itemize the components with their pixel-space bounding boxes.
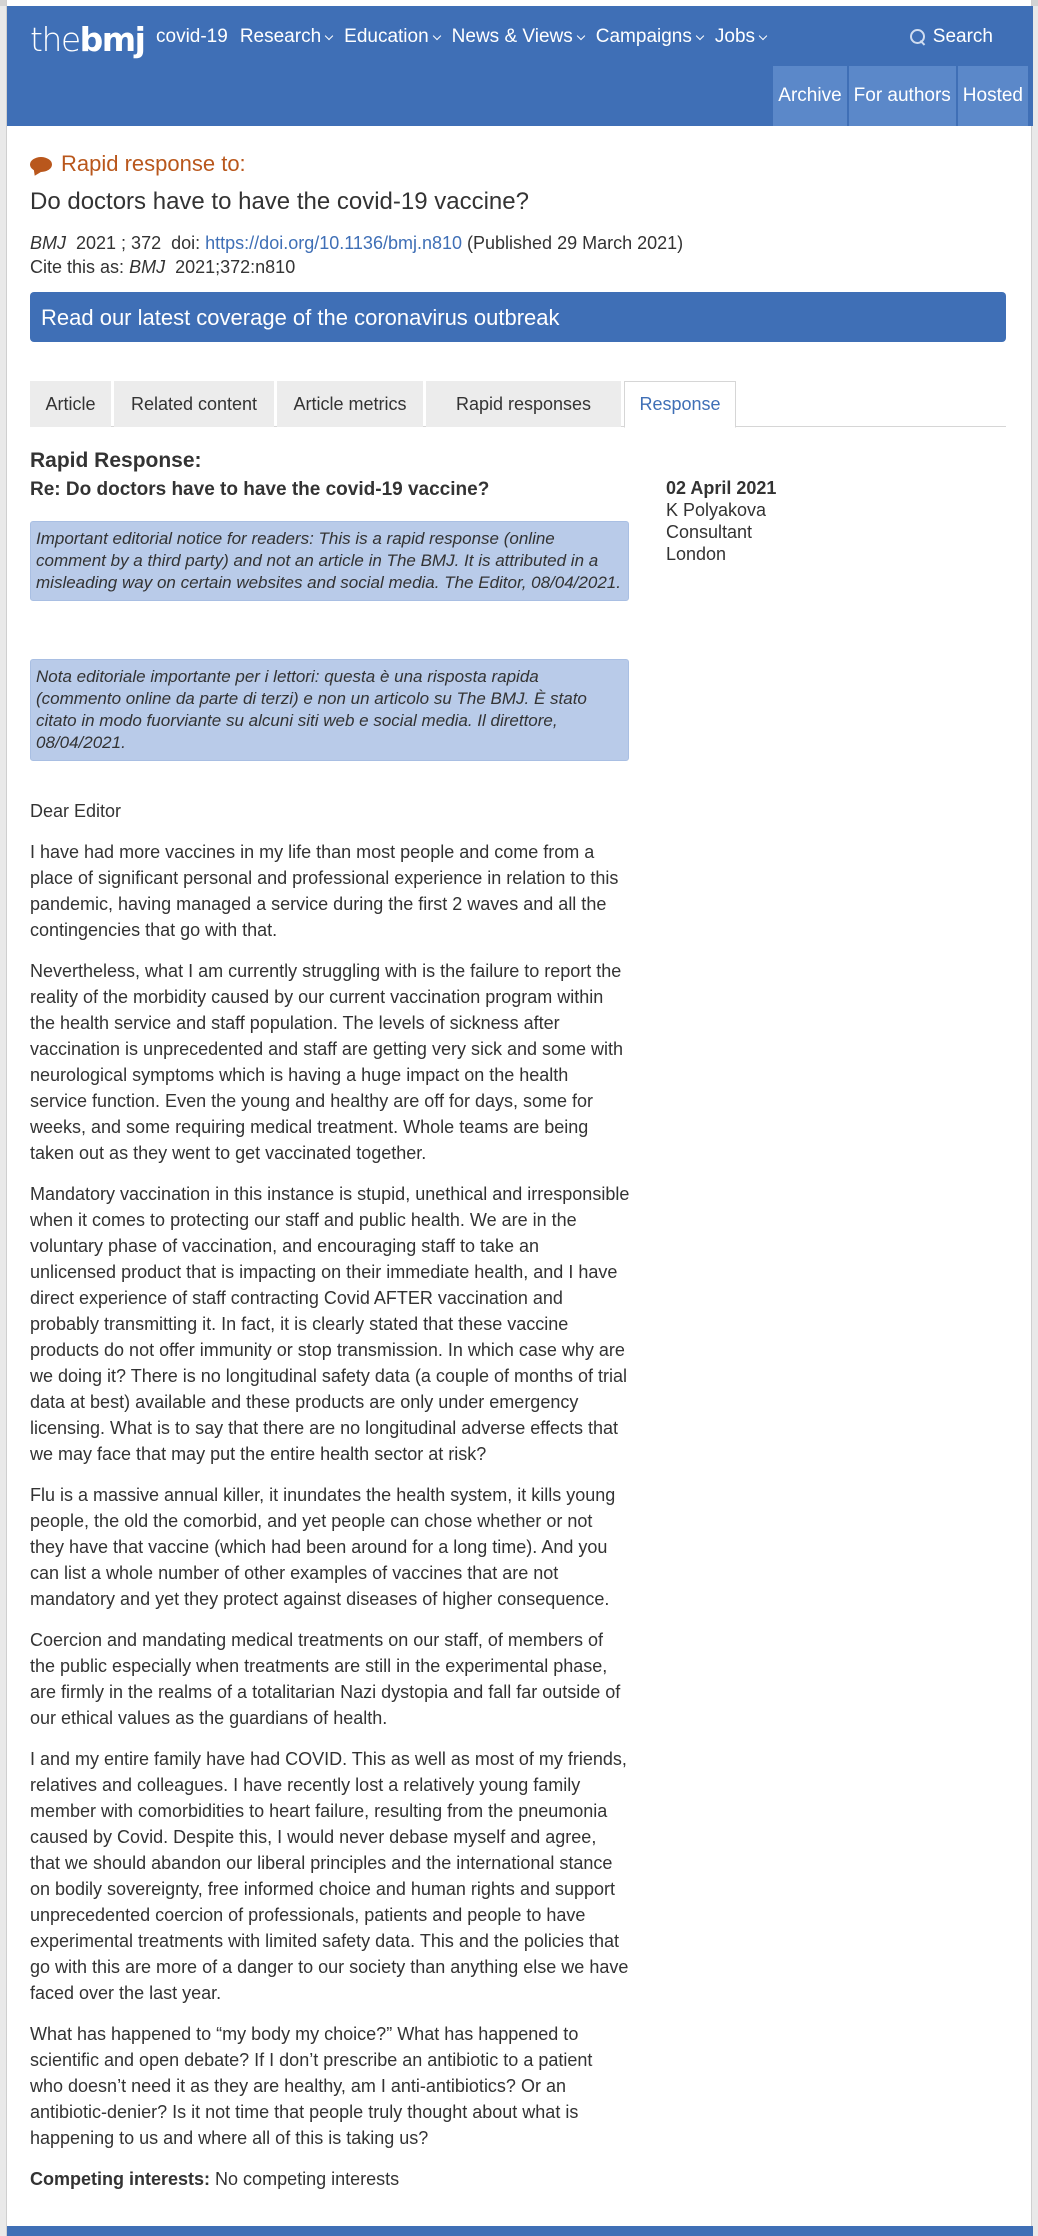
cite-reference: 2021;372:n810 [175, 257, 296, 277]
rapid-response-heading: Rapid Response: [30, 449, 202, 472]
subnav-archive[interactable]: Archive [773, 66, 846, 126]
cite-journal: BMJ [129, 257, 166, 277]
response-title: Re: Do doctors have to have the covid-19 vaccine? [30, 479, 490, 500]
chevron-down-icon [325, 31, 333, 39]
paragraph: I and my entire family have had COVID. This as well as most of my friends, relatives and colleagues. I have recently lost a relatively young family member with comorbidities to heart failure, resulting from the pneumonia caused by Covid. Despite this, I would never debase myself and agree, that we should abandon our liberal principles and the international stance on bodily sovereignty, free informed choice and human rights and support unprecedented coercion of professionals, patients and people to have experimental treatments with limited safety data. This and the policies that go with this are more of a danger to our society than anything else we have faced over the last year. [30, 1749, 629, 2003]
citation-line [30, 231, 683, 255]
search-label: Search [932, 26, 993, 47]
subnav-hosted[interactable]: Hosted [958, 66, 1028, 126]
site-header [7, 6, 1033, 126]
response-date: 02 April 2021 [666, 478, 777, 498]
coronavirus-coverage-banner[interactable]: Read our latest coverage of the coronavirus outbreak [30, 292, 1006, 342]
footer-bar [7, 2226, 1033, 2236]
paragraph: Flu is a massive annual killer, it inundates the health system, it kills young people, the old the comorbid, and yet people can chose whether or not they have that vaccine (which had been around for a long time). And you can list a whole number of other examples of vaccines that are not mandatory and yet they protect against diseases of higher consequence. [30, 1485, 616, 1609]
cite-label: Cite this as: [30, 257, 125, 277]
article-title: Do doctors have to have the covid-19 vaccine? [30, 188, 529, 215]
greeting: Dear Editor [30, 801, 122, 821]
journal-name: BMJ [30, 233, 66, 253]
tab-article-metrics[interactable]: Article metrics [277, 381, 423, 427]
nav-label: Jobs [714, 26, 756, 47]
editorial-notice-italian: Nota editoriale importante per i lettori: questa è una risposta rapida (commento online da parte di terzi) e non un articolo su The BMJ. È stato citato in modo fuorviante su alcuni siti web e social media. Il direttore, 08/04/2021. [30, 659, 629, 761]
speech-bubble-icon [30, 157, 52, 172]
secondary-nav [773, 66, 1028, 126]
citation [30, 231, 683, 279]
logo-the: the [30, 20, 80, 59]
nav-news-views[interactable] [452, 26, 584, 48]
competing-interests-value: No competing interests [215, 2169, 400, 2189]
chevron-down-icon [696, 31, 704, 39]
nav-label: Education [344, 26, 429, 47]
editorial-notice-english: Important editorial notice for readers: This is a rapid response (online comment by a third party) and not an article in The BMJ. It is attributed in a misleading way on certain websites and social media. The Editor, 08/04/2021. [30, 521, 629, 601]
search-button[interactable] [909, 26, 993, 48]
nav-label: Research [239, 26, 322, 47]
logo-bmj: bmj [79, 20, 145, 59]
doi-link[interactable]: https://doi.org/10.1136/bmj.n810 [205, 233, 462, 253]
paragraph: Nevertheless, what I am currently struggling with is the failure to report the reality of the morbidity caused by our current vaccination program within the health service and staff population. The levels of sickness after vaccination is unprecedented and staff are getting very sick and some with neurological symptoms which is having a huge impact on the health service function. Even the young and healthy are off for days, some for weeks, and some requiring medical treatment. Whole teams are being taken out as they went to get vaccinated together. [30, 961, 624, 1163]
nav-research[interactable] [240, 26, 332, 48]
doi-label: doi: [171, 233, 201, 253]
chevron-down-icon [432, 31, 440, 39]
page [6, 0, 1032, 2236]
tab-response[interactable]: Response [624, 381, 736, 428]
response-meta [666, 477, 776, 565]
chevron-down-icon [577, 31, 585, 39]
tab-related-content[interactable]: Related content [114, 381, 274, 427]
response-body [30, 798, 630, 2192]
tab-article[interactable]: Article [30, 381, 111, 427]
cite-line [30, 255, 683, 279]
competing-interests [30, 2166, 630, 2192]
published-date: (Published 29 March 2021) [467, 233, 684, 253]
nav-label: News & Views [451, 26, 573, 47]
main-nav [156, 26, 778, 48]
subnav-for-authors[interactable]: For authors [849, 66, 956, 126]
nav-jobs[interactable] [715, 26, 766, 48]
nav-label: covid-19 [156, 26, 228, 47]
nav-label: Campaigns [595, 26, 692, 47]
bmj-logo[interactable] [30, 20, 145, 59]
rapid-response-label-text: Rapid response to: [61, 151, 246, 176]
author-role: Consultant [666, 522, 753, 542]
paragraph: I have had more vaccines in my life than most people and come from a place of significant personal and professional experience in relation to this pandemic, having managed a service during the first 2 waves and all the contingencies that go with that. [30, 842, 619, 940]
nav-campaigns[interactable] [596, 26, 703, 48]
year-volume: 2021 ; 372 [76, 233, 162, 253]
competing-interests-label: Competing interests: [30, 2169, 211, 2189]
paragraph: Coercion and mandating medical treatments on our staff, of members of the public especially when treatments are still in the experimental phase, are firmly in the realms of a totalitarian Nazi dystopia and fall far outside of our ethical values as the guardians of health. [30, 1630, 621, 1728]
nav-covid-19[interactable] [156, 26, 228, 48]
rapid-response-label [30, 151, 246, 177]
search-icon [909, 28, 927, 46]
response-author: K Polyakova [666, 500, 767, 520]
paragraph: Mandatory vaccination in this instance is stupid, unethical and irresponsible when it comes to protecting our staff and public health. We are in the voluntary phase of vaccination, and encouraging staff to take an unlicensed product that is impacting on their immediate health, and I have direct experience of staff contracting Covid AFTER vaccination and probably transmitting it. In fact, it is clearly stated that these vaccine products do not offer immunity or stop transmission. In which case why are we doing it? There is no longitudinal safety data (a couple of months of trial data at best) available and these products are only under emergency licensing. What is to say that there are no longitudinal adverse effects that we may face that may put the entire health sector at risk? [30, 1184, 630, 1464]
tab-rapid-responses[interactable]: Rapid responses [426, 381, 621, 427]
article-tabs [30, 381, 1006, 427]
paragraph: What has happened to “my body my choice?” What has happened to scientific and open debate? If I don’t prescribe an antibiotic to a patient who doesn’t need it as they are healthy, am I anti-antibiotics? Or an antibiotic-denier? Is it not time that people truly thought about what is happening to us and where all of this is taking us? [30, 2024, 593, 2148]
chevron-down-icon [759, 31, 767, 39]
nav-education[interactable] [344, 26, 440, 48]
author-location: London [666, 544, 727, 564]
